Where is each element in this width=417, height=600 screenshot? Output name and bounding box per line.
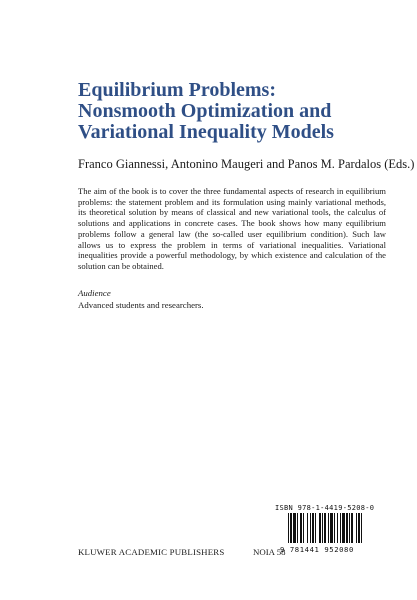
- isbn-label: ISBN 978-1-4419-5208-0: [275, 504, 375, 512]
- barcode-number: 9 781441 952080: [280, 545, 354, 554]
- series-label: NOIA 58: [253, 547, 286, 557]
- book-abstract: The aim of the book is to cover the three fundamental aspects of research in equilibrium problems: the statement problem and its formulation using mainly variational methods, its theoretical solution by means of classical and new variational tools, the calculus of solutions and applications in concrete cases. The book shows how many equilibrium problems follow a general law (the so-called user equilibrium condition). Such law allows us to express the problem in terms of variational inequalities. Variational inequalities provide a powerful methodology, by which existence and calculation of the solution can be obtained.: [78, 186, 386, 271]
- book-editors: Franco Giannessi, Antonino Maugeri and Panos M. Pardalos (Eds.): [78, 157, 415, 171]
- audience-text: Advanced students and researchers.: [78, 300, 204, 310]
- publisher-name: KLUWER ACADEMIC PUBLISHERS: [78, 547, 225, 557]
- barcode-image: [288, 513, 386, 543]
- book-title-line-2: Nonsmooth Optimization and: [78, 100, 332, 122]
- book-title: [78, 80, 398, 143]
- book-title-line-3: Variational Inequality Models: [78, 121, 334, 143]
- book-title-line-1: Equilibrium Problems:: [78, 79, 276, 101]
- audience-heading: Audience: [78, 288, 111, 298]
